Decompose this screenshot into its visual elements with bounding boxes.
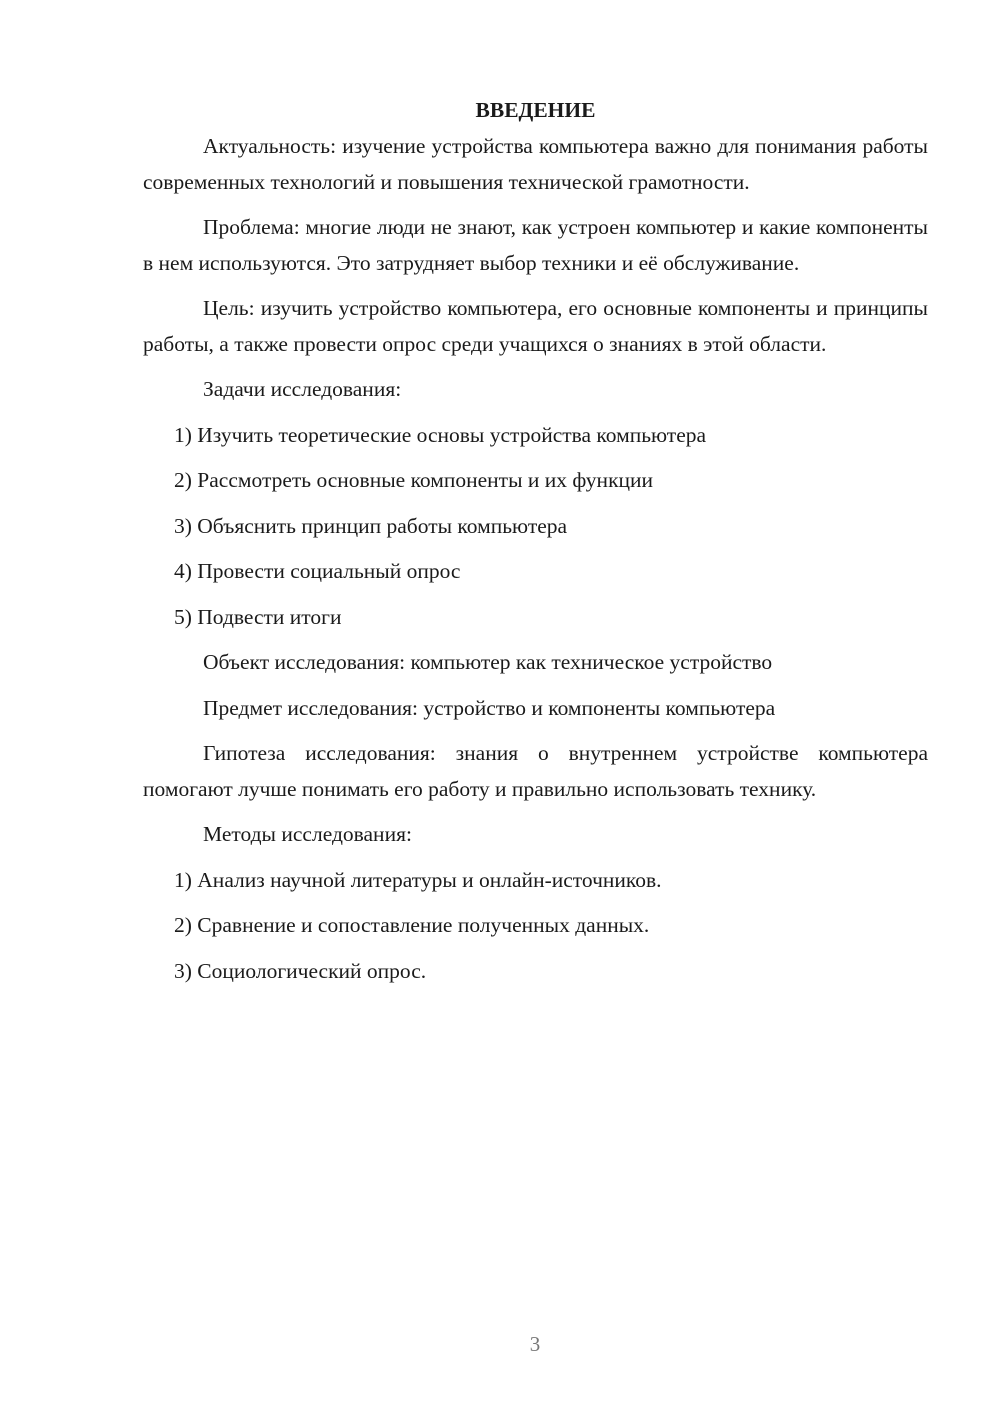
object-line: Объект исследования: компьютер как техническое устройство	[203, 650, 773, 674]
method-item: 3) Социологический опрос.	[174, 958, 427, 983]
subject-line: Предмет исследования: устройство и компоненты компьютера	[203, 695, 776, 720]
problem-paragraph: Проблема: многие люди не знают, как устроен компьютер и какие компоненты в нем используются. Это затрудняет выбор техники и её обслуживание.	[143, 215, 928, 275]
hypothesis-paragraph: Гипотеза исследования: знания о внутреннем устройстве компьютера помогают лучше понимать его работу и правильно использовать технику.	[143, 741, 928, 801]
tasks-heading: Задачи исследования:	[203, 377, 402, 401]
page-title: ВВЕДЕНИЕ	[475, 98, 596, 122]
goal-paragraph: Цель: изучить устройство компьютера, его основные компоненты и принципы работы, а также провести опрос среди учащихся о знаниях в этой области.	[143, 296, 928, 356]
relevance-paragraph: Актуальность: изучение устройства компьютера важно для понимания работы современных технологий и повышения технической грамотности.	[143, 134, 928, 194]
task-item: 2) Рассмотреть основные компоненты и их функции	[174, 468, 654, 492]
page-number: 3	[529, 1332, 541, 1356]
task-item: 5) Подвести итоги	[174, 604, 342, 629]
document-body	[143, 92, 928, 999]
task-item: 1) Изучить теоретические основы устройства компьютера	[174, 422, 707, 447]
task-item: 4) Провести социальный опрос	[174, 559, 461, 583]
method-item: 1) Анализ научной литературы и онлайн-источников.	[174, 867, 662, 892]
methods-heading: Методы исследования:	[203, 822, 412, 846]
method-item: 2) Сравнение и сопоставление полученных данных.	[174, 913, 650, 937]
task-item: 3) Объяснить принцип работы компьютера	[174, 513, 568, 538]
